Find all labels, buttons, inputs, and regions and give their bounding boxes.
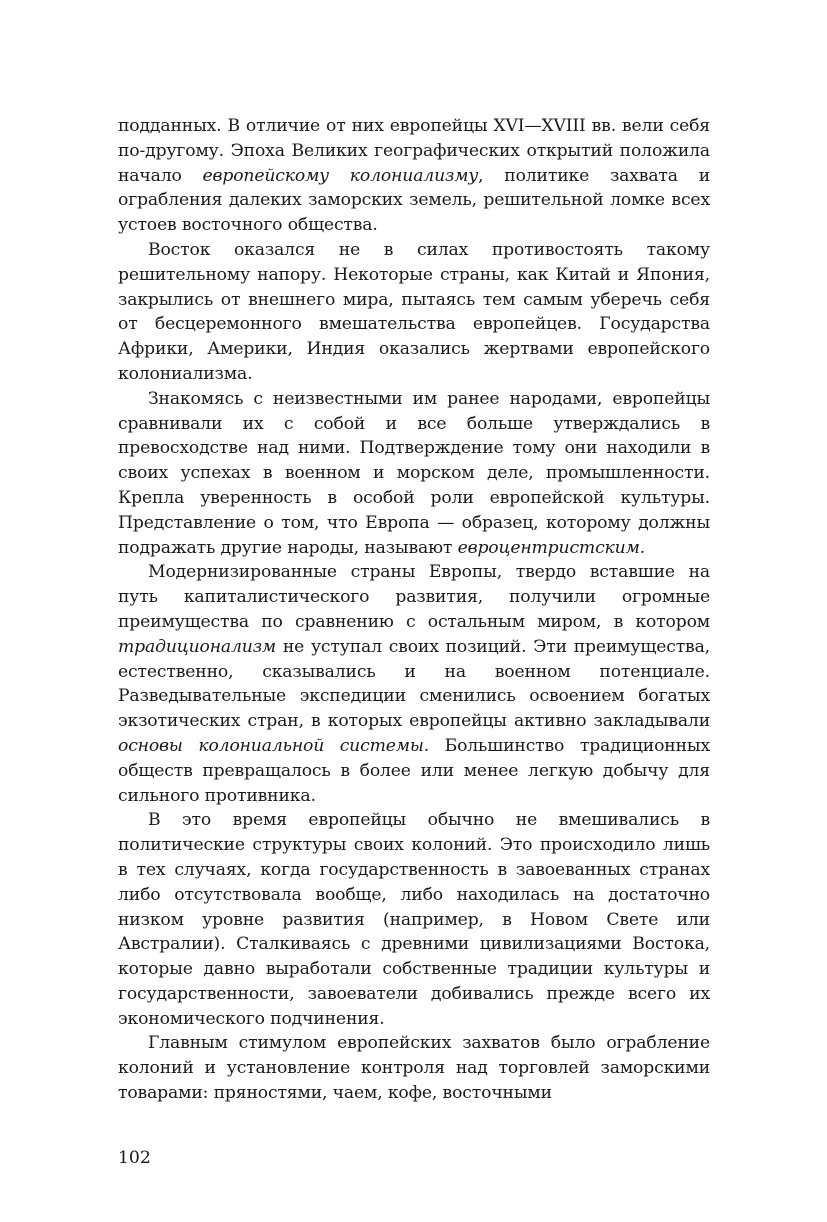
text-run: Модернизированные страны Европы, твердо вставшие на путь капиталистического развития, получили огромные преимущества по сравнению с остальным миром, в котором <box>118 562 710 632</box>
page-number: 102 <box>118 1148 151 1168</box>
text-run: Знакомясь с неизвестными им ранее народами, европейцы сравнивали их с собой и все больше утверждались в превосходстве над ними. Подтверждение тому они находили в своих успехах в военном и морском деле, промышленности. Крепла уверенность в особой роли европейской культуры. Представление о том, что Европа — образец, которому должны подражать другие народы, называют <box>118 388 710 558</box>
text-run: подданных. В отличие от них европейцы XVI—XVIII вв. вели себя по-другому. Эпоха Великих географических открытий положила начало <box>118 116 710 186</box>
italic-term: евроцентристским. <box>457 537 646 558</box>
text-run: Большинство традиционных обществ превращалось в более или менее легкую добычу для сильного противника. <box>118 735 710 806</box>
text-run: не уступал своих позиций. Эти преимущества, естественно, сказывались и на военном потенциале. Разведывательные экспедиции сменились освоением богатых экзотических стран, в которых европейцы активно закладывали <box>118 636 710 732</box>
italic-term: традиционализм <box>118 636 277 657</box>
text-run: Восток оказался не в силах противостоять такому решительному напору. Некоторые страны, как Китай и Япония, закрылись от внешнего мира, пытаясь тем самым уберечь себя от бесцеремонного вмешательства европейцев. Государства Африки, Америки, Индия оказались жертвами европейского колониализма. <box>118 239 710 384</box>
paragraph <box>118 1031 710 1105</box>
paragraph <box>118 560 710 808</box>
body-text <box>118 114 710 1106</box>
paragraph <box>118 238 710 387</box>
paragraph <box>118 808 710 1031</box>
paragraph <box>118 114 710 238</box>
italic-term: основы колониальной системы. <box>118 735 430 756</box>
text-run: В это время европейцы обычно не вмешивались в политические структуры своих колоний. Это происходило лишь в тех случаях, когда государственность в завоеванных странах либо отсутствовала вообще, либо находилась на достаточно низком уровне развития (например, в Новом Свете или Австралии). Сталкиваясь с древними цивилизациями Востока, которые давно выработали собственные традиции культуры и государственности, завоеватели добивались прежде всего их экономического подчинения. <box>118 810 710 1029</box>
text-run: Главным стимулом европейских захватов было ограбление колоний и установление контроля над торговлей заморскими товарами: пряностями, чаем, кофе, восточными <box>118 1033 710 1104</box>
text-run: , политике захвата и ограбления далеких заморских земель, решительной ломке всех устоев восточного общества. <box>118 165 711 236</box>
paragraph <box>118 387 710 561</box>
italic-term: европейскому колониализму <box>202 165 479 186</box>
